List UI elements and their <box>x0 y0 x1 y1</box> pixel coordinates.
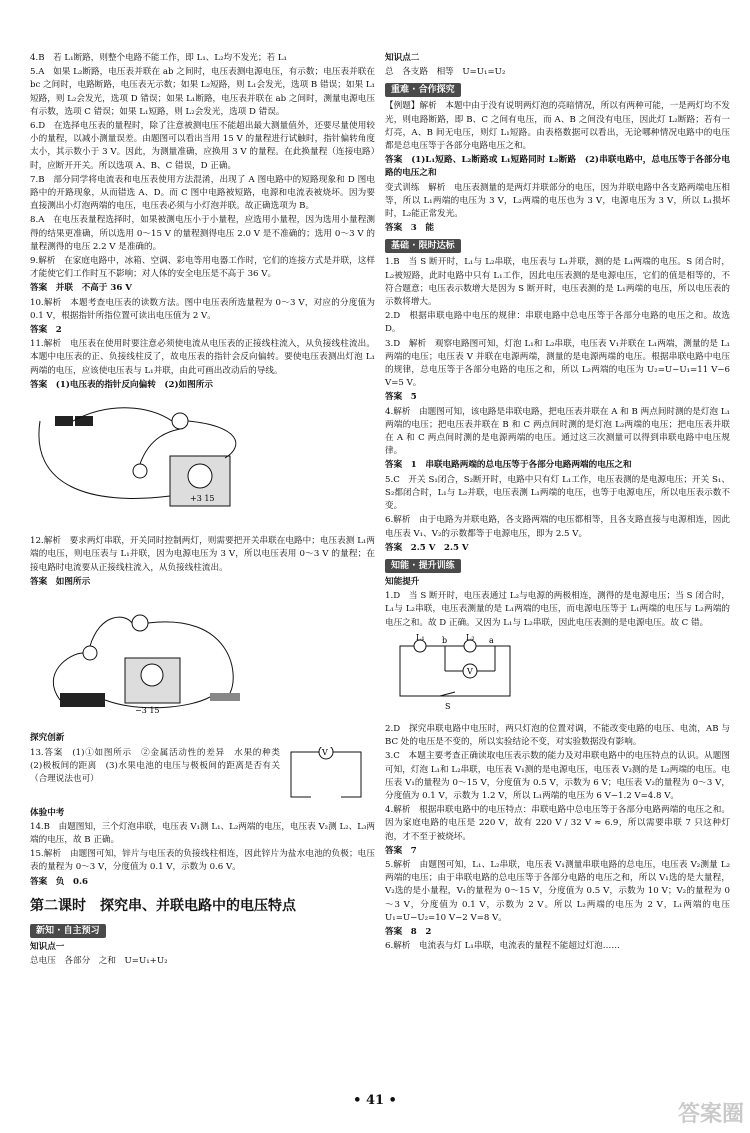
example-answer: 答案 (1)L₁短路、L₂断路或 L₁短路同时 L₂断路 (2)串联电路中，总电压等于各部分电路的电压之和 <box>385 155 730 179</box>
section-basic: 基础 · 限时达标 <box>385 239 461 253</box>
improve-3: 3.C 本题主要考查正确读取电压表示数的能力及对串联电路中的电压特点的认识。从题图可知，灯泡 L₁和 L₂串联，电压表 V₁测的是电源电压，电压表 V₂测的是 L₂两端的电压。电压表 V₁的量程为 0～15 V，分度值为 0.5 V，示数为 6 V；电压表 V₂的量程为 0～3 V，分度值为 0.1 V，示数为 1.2 V，所以 L₁两端的电压为 6 V−1.2 V=4.8 V。 <box>385 751 730 801</box>
circuit-figure-11 <box>30 396 375 531</box>
variant-analysis: 变式训练 解析 电压表测量的是两灯并联部分的电压，因为并联电路中各支路两端电压相等，所以 L₁两端的电压为 3 V，L₂两端的电压也为 3 V，电源电压为 3 V，所以 L₁损坏时，L₂能正常发光。 <box>385 182 730 220</box>
improve-5-answer: 答案 8 2 <box>385 926 432 937</box>
basic-4-answer: 答案 1 串联电路两端的总电压等于各部分电路两端的电压之和 <box>385 460 632 471</box>
answer-6: 6.D 在选择电压表的量程时，除了注意被测电压不能超出最大测量值外，还要尽量使用较小的量程，以减小测量误差。由题图可以看出当用 15 V 的量程进行试触时，指针偏转角度太小，其示数小于 3 V。因此，为测量准确，应换用 3 V 的量程。在此换量程（连接电路）时，应断开开关。所以选项 A、B、C 错误，D 正确。 <box>30 121 375 171</box>
answer-7: 7.B 部分同学将电流表和电压表使用方法混淆，出现了 A 图电路中的短路现象和 D 图电路中的开路现象，从而错选 A、D。而 C 图中电路被短路，电源和电流表被烧坏。因为要直接测出小灯泡两端的电压，电压表必须与小灯泡并联。故正确选项为 B。 <box>30 174 375 212</box>
answer-12-result: 答案 如图所示 <box>30 576 91 587</box>
improve-4: 4.解析 根据串联电路中的电压特点：串联电路中总电压等于各部分电路两端的电压之和。因为家庭电路的电压是 220 V，故有 220 V / 32 V ≈ 6.9，所以需要串联 7 只这种灯泡，才不至于被烧坏。 <box>385 805 730 842</box>
knowledge-point-2-answer: 总 各支路 相等 U=U₁=U₂ <box>385 67 506 78</box>
svg-text:V: V <box>322 747 328 757</box>
circuit-figure-13 <box>286 747 366 807</box>
right-column <box>385 52 730 954</box>
basic-2: 2.D 根据串联电路中电压的规律：串联电路中总电压等于各部分电路的电压之和。故选 D。 <box>385 311 730 335</box>
basic-3: 3.D 解析 观察电路图可知，灯泡 L₁和 L₂串联，电压表 V₁并联在 L₁两端，测量的是 L₁两端的电压；电压表 V 并联在电源两端，测量的是电源两端的电压。根据串联电路中电压的规律，总电压等于各部分电路的电压之和，所以 L₂两端的电压为 U₂=U−U₁=11 V−6 V=5 V。 <box>385 338 730 389</box>
example-analysis: 【例题】解析 本题中由于没有说明两灯泡的亮暗情况，所以有两种可能，一是两灯均不发光，则电路断路，即 B、C 之间有电压，而 A、B 之间没有电压，因此灯 L₂断路；若有一灯亮，A、B 间无电压，则灯 L₁短路。由表格数据可以看出，无论哪种情况电路中的电压都是总电压等于各部分电路电压之和。 <box>385 101 730 152</box>
page-number: • 41 • <box>353 1093 397 1108</box>
svg-text:+3 15: +3 15 <box>190 494 215 504</box>
answer-15-result: 答案 负 0.6 <box>30 876 88 887</box>
lesson-title: 第二课时 探究串、并联电路中的电压特点 <box>30 897 296 914</box>
watermark: 答案圈 <box>677 1102 744 1127</box>
answer-9-result: 答案 并联 不高于 36 V <box>30 283 132 294</box>
basic-6-answer: 答案 2.5 V 2.5 V <box>385 542 469 553</box>
svg-text:−3 15: −3 15 <box>135 706 160 716</box>
answer-5: 5.A 如果 L₂断路，电压表并联在 ab 之间时，电压表测电源电压，有示数；电压表并联在 bc 之间时，电路断路，电压表无示数；如果 L₂短路，则 L₁会发光，选项 B 错误；如果 L₁短路，则 L₂会发光，选项 D 错误；如果 L₁断路，电压表并联在 ab 之间时，测量电源电压有示数，选项 C 错误；如果 L₁短路，则 L₂会发光，选项 D 错误。 <box>30 67 375 117</box>
circuit-diagram <box>385 634 730 719</box>
basic-3-answer: 答案 5 <box>385 392 417 403</box>
subsection-improve: 知能提升 <box>385 576 420 587</box>
basic-5: 5.C 开关 S₁闭合，S₂断开时，电路中只有灯 L₁工作，电压表测的是电源电压；开关 S₁、S₂都闭合时，L₁与 L₂并联，电压表测 L₁两端的电压，也等于电源电压，所以电压表示数不变。 <box>385 474 730 512</box>
answer-4: 4.B 若 L₁断路，则整个电路不能工作，即 L₁、L₂均不发光；若 L₁ <box>30 53 287 63</box>
improve-4-answer: 答案 7 <box>385 845 417 856</box>
improve-5: 5.解析 由题图可知，L₁、L₂串联，电压表 V₁测量串联电路的总电压，电压表 V₂测量 L₂两端的电压；由于串联电路的总电压等于各部分电路的电压之和，所以 V₁选的是大量程，V₂选的是小量程，V₁的量程为 0～15 V，分度值为 0.5 V，示数为 10 V；V₂的量程为 0～3 V，分度值为 0.1 V，示数为 2 V。所以 L₂两端的电压为 2 V，L₁两端的电压 U₁=U−U₂=10 V−2 V=8 V。 <box>385 859 730 923</box>
answer-13: 13.答案 (1)①如图所示 ②金属活动性的差异 水果的种类 (2)极板间的距离 (3)水果电池的电压与极板间的距离是否有关（合理说法也可） <box>30 747 289 784</box>
basic-6: 6.解析 由于电路为并联电路，各支路两端的电压都相等，且各支路直接与电源相连，因此电压表 V₁、V₂的示数都等于电源电压，即为 2.5 V。 <box>385 515 730 539</box>
label-b: b <box>442 635 448 645</box>
answer-15: 15.解析 由题图可知，锌片与电压表的负接线柱相连，因此锌片为盐水电池的负极；电压表的量程为 0～3 V，分度值为 0.1 V，示数为 0.6 V。 <box>30 849 375 873</box>
answer-12: 12.解析 要求两灯串联，开关同时控制两灯，则需要把开关串联在电路中；电压表测 L₁两端的电压，则电压表与 L₁并联，因为电源电压为 3 V，所以电压表用 0～3 V 的量程；在接电路时电流要从正接线柱流入，从负接线柱流出。 <box>30 536 375 573</box>
basic-4: 4.解析 由题图可知，该电路是串联电路，把电压表并联在 A 和 B 两点间时测的是灯泡 L₁两端的电压；把电压表并联在 B 和 C 两点间时测的是灯泡 L₂两端的电压；把电压表并联在 A 和 C 两点间时测的是电源两端的电压。通过这三次测量可以得到串联电路中电压规律。 <box>385 406 730 457</box>
improve-6: 6.解析 电流表与灯 L₁串联，电流表的量程不能超过灯泡…… <box>385 941 620 952</box>
basic-1: 1.B 当 S 断开时，L₁与 L₂串联，电压表与 L₁并联，测的是 L₁两端的电压。S 闭合时，L₂被短路，此时电路中只有 L₁工作，因此电压表测的是电源电压，它们的值是相等的，不符合题意；电压表示数增大是因为 S 断开时，电压表测的是 L₁两端的电压，所以电压表的示数将增大。 <box>385 257 730 308</box>
answer-13-block <box>30 747 375 807</box>
answer-9: 9.解析 在家庭电路中，冰箱、空调、彩电等用电器工作时，它们的连接方式是并联，这样才能使它们工作时互不影响；对人体的安全电压是不高于 36 V。 <box>30 256 375 280</box>
left-column <box>30 52 375 969</box>
answer-11: 11.解析 电压表在使用时要注意必须使电流从电压表的正接线柱流入，从负接线柱流出。本题中电压表的正、负接线柱反了，故电压表的指针会反向偏转。要使电压表测出灯泡 L₁两端的电压，应该使电压表与 L₁并联，由此可画出改动后的导线。 <box>30 339 375 376</box>
answer-14: 14.B 由题图知，三个灯泡串联，电压表 V₁测 L₁、L₂两端的电压，电压表 V₂测 L₂、L₃两端的电压，故 B 正确。 <box>30 821 375 845</box>
answer-11-result: 答案 (1)电压表的指针反向偏转 (2)如图所示 <box>30 379 213 390</box>
knowledge-point-1: 知识点一 <box>30 941 65 952</box>
label-v: V <box>467 666 473 676</box>
answer-8: 8.A 在电压表量程选择时，如果被测电压小于小量程，应选用小量程，因为选用小量程测得的结果更准确，所以选用 0～15 V 的量程测得电压 2.0 V 是不准确的；选用 0～3 V 的量程测得的电压 2.2 V 是准确的。 <box>30 215 375 252</box>
section-improve: 知能 · 提升训练 <box>385 559 461 573</box>
answer-10-result: 答案 2 <box>30 325 62 336</box>
label-a: a <box>489 635 494 645</box>
circuit-figure-12 <box>30 593 375 728</box>
improve-1: 1.D 当 S 断开时，电压表通过 L₂与电源的两极相连，测得的是电源电压；当 S 闭合时，L₁与 L₂串联，电压表测量的是 L₁两端的电压，而电源电压等于 L₁两端的电压与 L₂两端的电压之和。故 D 正确。又因为 L₁与 L₂串联，因此电压表测的是电源电压。故 C 错。 <box>385 591 731 628</box>
section-innovation: 探究创新 <box>30 733 65 744</box>
label-l2: L₂ <box>466 633 475 642</box>
variant-answer: 答案 3 能 <box>385 223 434 234</box>
label-s: S <box>445 701 451 711</box>
improve-2: 2.D 探究串联电路中电压时，两只灯泡的位置对调，不能改变电路的电压、电流，AB 与 BC 处的电压是不变的，所以实验结论不变，对实验数据没有影响。 <box>385 723 730 748</box>
section-cooperative: 重难 · 合作探究 <box>385 83 461 97</box>
knowledge-point-2: 知识点二 <box>385 53 420 63</box>
answer-10: 10.解析 本题考查电压表的读数方法。图中电压表所选量程为 0～3 V，对应的分度值为 0.1 V，根据指针所指位置可读出电压值为 2 V。 <box>30 297 375 321</box>
knowledge-point-1-answer: 总电压 各部分 之和 U=U₁+U₂ <box>30 955 168 966</box>
section-preview: 新知 · 自主预习 <box>30 924 106 938</box>
label-l1: L₁ <box>416 633 425 642</box>
section-exam: 体验中考 <box>30 807 65 818</box>
